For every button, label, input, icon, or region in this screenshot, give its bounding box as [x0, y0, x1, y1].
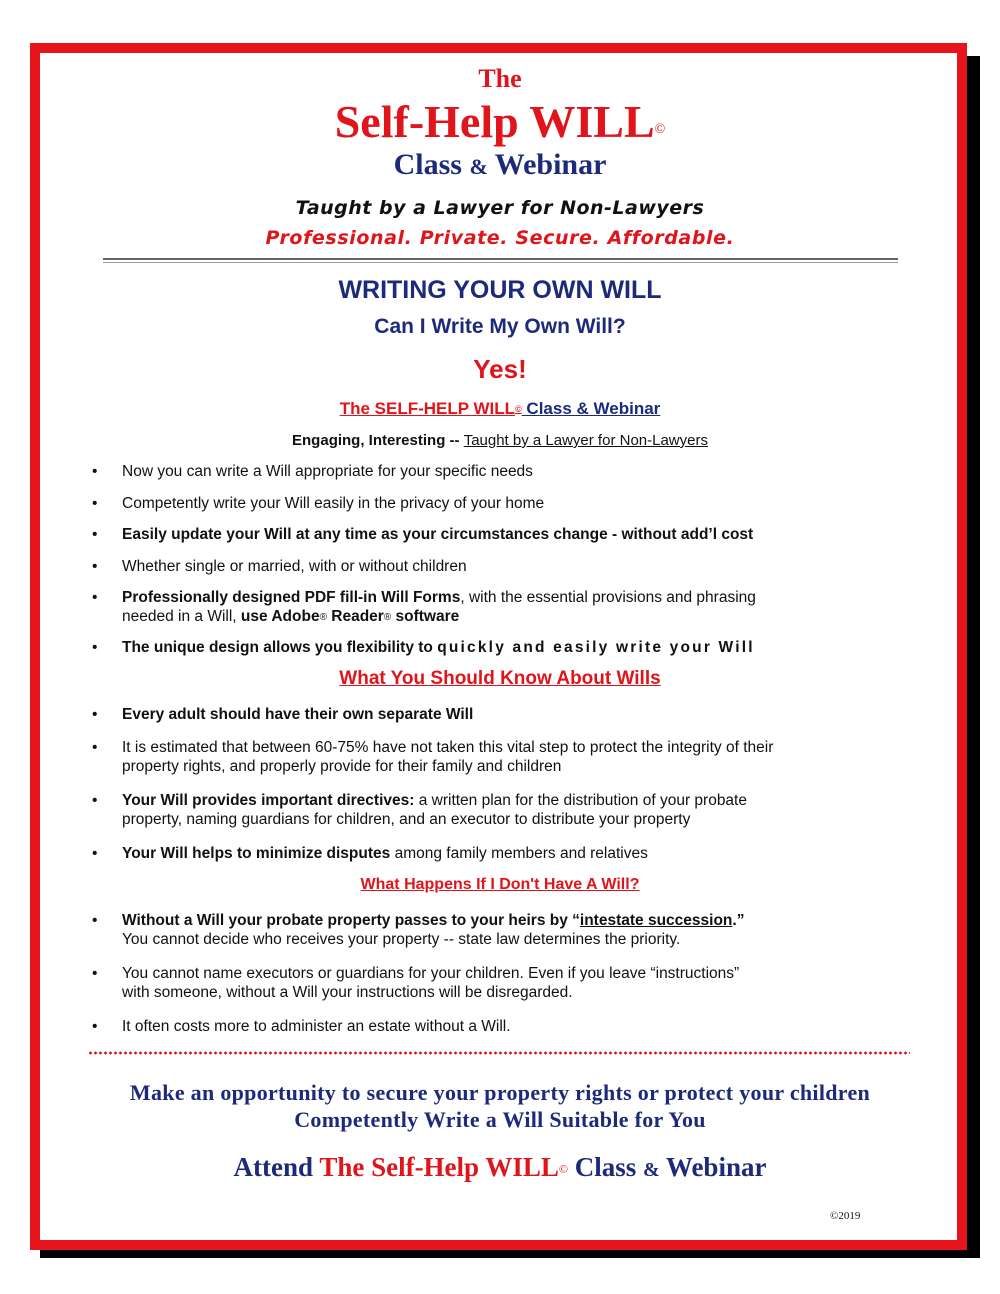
ampersand: & — [469, 154, 488, 179]
footer-line-2: Competently Write a Will Suitable for You — [294, 1107, 706, 1132]
course-link-navy: Class & Webinar — [521, 399, 661, 418]
question-heading: Can I Write My Own Will? — [374, 315, 626, 338]
registered-mark: ® — [383, 612, 392, 623]
title-the: The — [478, 64, 522, 93]
engaging-line — [0, 432, 1000, 449]
bullet-icon: • — [92, 706, 98, 723]
engaging-link: Taught by a Lawyer for Non-Lawyers — [463, 432, 708, 449]
bullet-icon: • — [92, 792, 98, 809]
copyright-mark: © — [558, 1162, 568, 1176]
course-link[interactable] — [0, 399, 1000, 419]
page-title-text: Self-Help WILL — [334, 96, 655, 147]
header-divider — [103, 258, 898, 263]
page-title — [0, 96, 1000, 156]
bullet-icon: • — [92, 495, 98, 512]
footer-line-1: Make an opportunity to secure your property rights or protect your children — [129, 1080, 871, 1105]
copyright-notice: ©2019 — [830, 1210, 861, 1222]
bullet-icon: • — [92, 1018, 98, 1035]
engaging-text: Engaging, Interesting -- — [292, 432, 464, 449]
tagline-taught: Taught by a Lawyer for Non-Lawyers — [295, 197, 705, 219]
answer-yes: Yes! — [473, 354, 527, 384]
bullet-icon: • — [92, 558, 98, 575]
section-heading-writing: WRITING YOUR OWN WILL — [338, 276, 662, 304]
class-webinar-title — [0, 148, 1000, 182]
bullet-icon: • — [92, 965, 98, 982]
intestate-succession-link: intestate succession — [579, 912, 733, 929]
bullet-icon: • — [92, 912, 98, 929]
registered-mark: ® — [319, 612, 327, 623]
course-link-red: The SELF-HELP WILL — [339, 399, 516, 418]
bullet-icon: • — [92, 639, 98, 656]
copyright-mark: © — [654, 122, 666, 137]
bullet-icon: • — [92, 589, 98, 606]
bullet-icon: • — [92, 526, 98, 543]
bullet-icon: • — [92, 739, 98, 756]
asterisk-divider — [88, 1050, 910, 1056]
bullet-icon: • — [92, 463, 98, 480]
section-heading-know: What You Should Know About Wills — [339, 668, 661, 689]
section-heading-nowill: What Happens If I Don't Have A Will? — [360, 876, 640, 893]
tagline-slogan: Professional. Private. Secure. Affordable. — [265, 227, 735, 249]
bullet-icon: • — [92, 845, 98, 862]
footer-attend: Attend The Self-Help WILL© Class & Webinar — [233, 1152, 767, 1182]
class-word: Class — [393, 148, 462, 181]
webinar-word: Webinar — [494, 148, 607, 181]
course-link-mark: © — [515, 404, 522, 414]
